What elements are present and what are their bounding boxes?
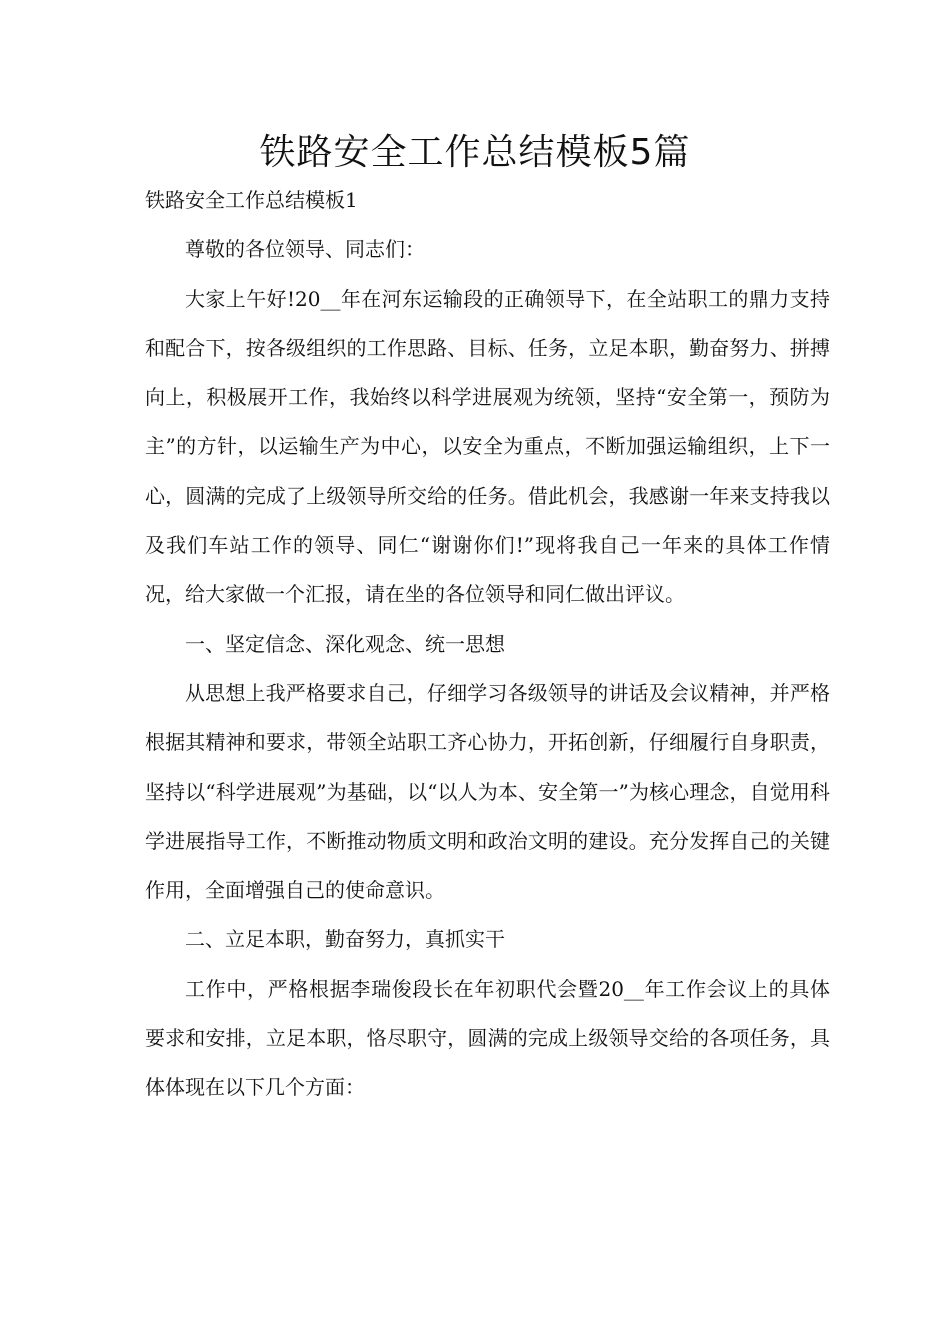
salutation: 尊敬的各位领导、同志们： <box>185 237 425 262</box>
body-paragraph: 大家上午好!20__年在河东运输段的正确领导下，在全站职工的鼎力支持和配合下，按各级组织的工作思路、目标、任务，立足本职，勤奋努力、拼搏向上，积极展开工作，我始终以科学进展观为统领，坚持“安全第一，预防为主”的方针，以运输生产为中心，以安全为重点，不断加强运输组织，上下一心，圆满的完成了上级领导所交给的任务。借此机会，我感谢一年来支持我以及我们车站工作的领导、同仁“谢谢你们!”现将我自己一年来的具体工作情况，给大家做一个汇报，请在坐的各位领导和同仁做出评议。 <box>145 286 830 607</box>
document-title: 铁路安全工作总结模板5篇 <box>259 132 691 173</box>
body-paragraph: 工作中，严格根据李瑞俊段长在年初职代会暨20__年工作会议上的具体要求和安排，立足本职，恪尽职守，圆满的完成上级领导交给的各项任务，具体体现在以下几个方面： <box>145 976 830 1100</box>
body-paragraph: 从思想上我严格要求自己，仔细学习各级领导的讲话及会议精神，并严格根据其精神和要求，带领全站职工齐心协力，开拓创新，仔细履行自身职责，坚持以“科学进展观”为基础，以“以人为本、安全第一”为核心理念，自觉用科学进展指导工作，不断推动物质文明和政治文明的建设。充分发挥自己的关键作用，全面增强自己的使命意识。 <box>145 680 830 903</box>
section-heading: 一、坚定信念、深化观念、统一思想 <box>185 631 505 656</box>
document-body <box>145 176 830 1113</box>
section-heading: 二、立足本职，勤奋努力，真抓实干 <box>185 927 505 952</box>
document-subtitle: 铁路安全工作总结模板1 <box>145 188 358 212</box>
